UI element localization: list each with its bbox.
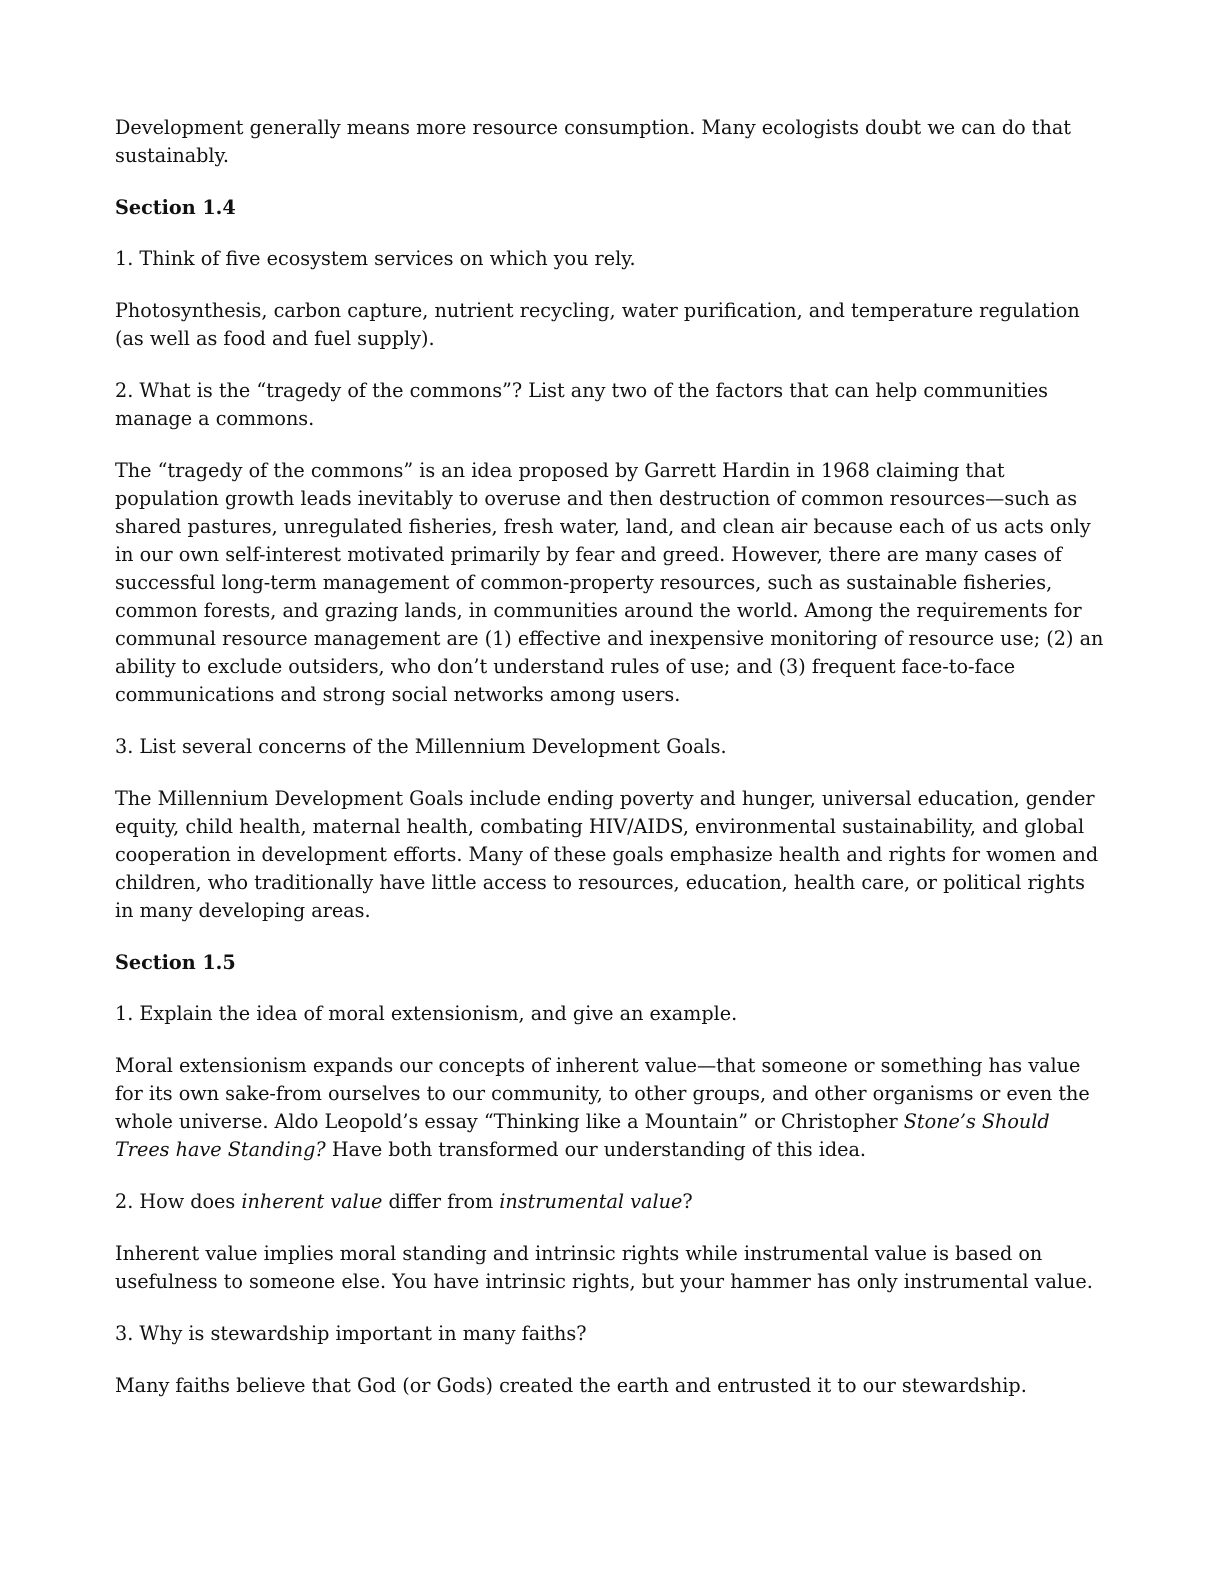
section-1-5-question-1: 1. Explain the idea of moral extensionism, and give an example. bbox=[115, 1002, 738, 1025]
section-1-4-answer-2: The “tragedy of the commons” is an idea proposed by Garrett Hardin in 1968 claiming that population growth leads inevitably to overuse and then destruction of common resources—such as shared pastures, unregulated fisheries, fresh water, land, and clean air because each of us acts only in our own self-interest motivated primarily by fear and greed. However, there are many cases of successful long-term management of common-property resources, such as sustainable fisheries, common forests, and grazing lands, in communities around the world. Among the requirements for communal resource management are (1) effective and inexpensive monitoring of resource use; (2) an ability to exclude outsiders, who don’t understand rules of use; and (3) frequent face-to-face communications and strong social networks among users. bbox=[115, 459, 1104, 706]
section-1-5-question-2 bbox=[115, 1188, 1105, 1216]
section-1-5-question-3: 3. Why is stewardship important in many faiths? bbox=[115, 1322, 587, 1345]
section-1-4-heading: Section 1.4 bbox=[115, 196, 236, 219]
question-text: ? bbox=[682, 1190, 693, 1213]
question-text: differ from bbox=[382, 1190, 500, 1213]
answer-text: Moral extensionism expands our concepts of inherent value—that someone or something has value for its own sake-from ourselves to our community, to other groups, and other organisms or even the whole universe. Aldo Leopold’s essay “Thinking like a Mountain” or Christopher bbox=[115, 1054, 1090, 1133]
section-1-4-question-1: 1. Think of five ecosystem services on which you rely. bbox=[115, 247, 636, 270]
intro-paragraph: Development generally means more resource consumption. Many ecologists doubt we can do that sustainably. bbox=[115, 116, 1072, 167]
book-title-italic: Stone’s Should Trees have Standing? bbox=[115, 1110, 1050, 1161]
section-1-5-answer-1 bbox=[115, 1052, 1105, 1164]
term-italic: inherent value bbox=[241, 1190, 383, 1213]
answer-text: Have both transformed our understanding of this idea. bbox=[325, 1138, 867, 1161]
section-1-4-question-2: 2. What is the “tragedy of the commons”? List any two of the factors that can help communities manage a commons. bbox=[115, 379, 1049, 430]
section-1-5-heading: Section 1.5 bbox=[115, 951, 236, 974]
term-italic: instrumental value bbox=[499, 1190, 683, 1213]
section-1-4-answer-3: The Millennium Development Goals include ending poverty and hunger, universal education, gender equity, child health, maternal health, combating HIV/AIDS, environmental sustainability, and global cooperation in development efforts. Many of these goals emphasize health and rights for women and children, who traditionally have little access to resources, education, health care, or political rights in many developing areas. bbox=[115, 787, 1099, 922]
section-1-5-answer-3: Many faiths believe that God (or Gods) created the earth and entrusted it to our stewardship. bbox=[115, 1374, 1027, 1397]
section-1-5-answer-2: Inherent value implies moral standing and intrinsic rights while instrumental value is based on usefulness to someone else. You have intrinsic rights, but your hammer has only instrumental value. bbox=[115, 1242, 1093, 1293]
section-1-4-answer-1: Photosynthesis, carbon capture, nutrient recycling, water purification, and temperature regulation (as well as food and fuel supply). bbox=[115, 299, 1080, 350]
section-1-4-question-3: 3. List several concerns of the Millennium Development Goals. bbox=[115, 735, 727, 758]
question-text: 2. How does bbox=[115, 1190, 242, 1213]
document-page bbox=[115, 114, 1105, 1424]
